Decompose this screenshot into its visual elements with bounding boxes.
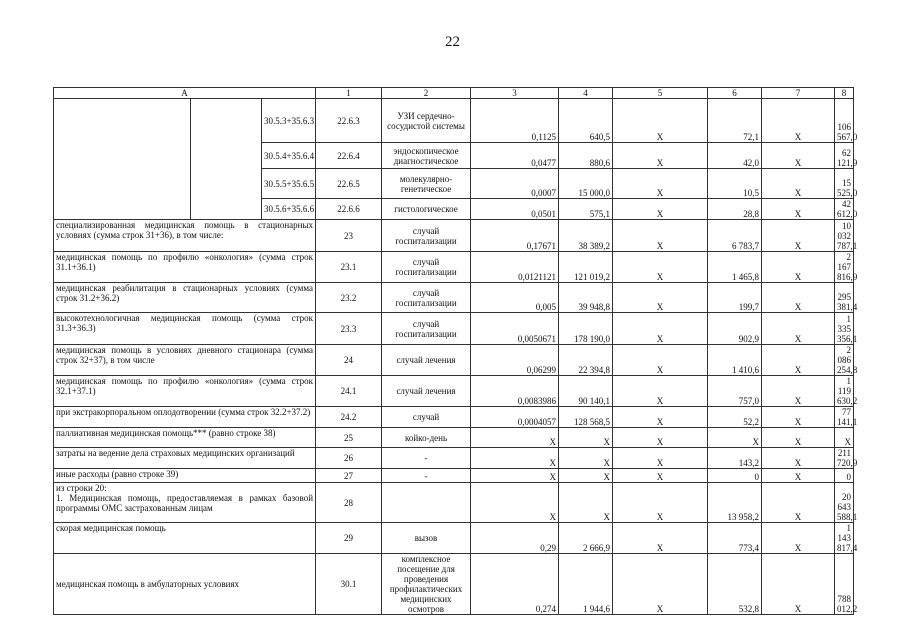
row-unit: случай госпитализации [382, 220, 471, 252]
value-cell: 0,0121121 [471, 252, 559, 283]
value-cell: Х [613, 199, 708, 220]
value-cell: 1 944,6 [559, 554, 613, 615]
value-cell: 0,0050671 [471, 313, 559, 345]
table-row [54, 99, 854, 143]
value-cell: Х [559, 428, 613, 448]
row-label: при экстракорпоральном оплодотворении (сумма строк 32.2+37.2) [54, 407, 316, 428]
value-cell: Х [613, 428, 708, 448]
value-cell: Х [762, 469, 835, 483]
value-cell: Х [762, 428, 835, 448]
value-cell: 10 032 787,1 [835, 220, 854, 252]
value-cell: 39 948,8 [559, 283, 613, 313]
row-unit: случай госпитализации [382, 252, 471, 283]
header-cell: 6 [708, 88, 762, 99]
value-cell: Х [471, 483, 559, 523]
value-cell: 295 381,4 [835, 283, 854, 313]
value-cell: 0 [708, 469, 762, 483]
row-number: 24.2 [316, 407, 382, 428]
value-cell: 0,0477 [471, 143, 559, 169]
row-unit: - [382, 448, 471, 469]
table-row [54, 428, 854, 448]
value-cell: Х [613, 448, 708, 469]
header-cell: 7 [762, 88, 835, 99]
row-number: 23.1 [316, 252, 382, 283]
value-cell: Х [613, 143, 708, 169]
value-cell: 13 958,2 [708, 483, 762, 523]
value-cell: Х [762, 169, 835, 199]
table-row [54, 252, 854, 283]
row-label: высокотехнологичная медицинская помощь (сумма строк 31.3+36.3) [54, 313, 316, 345]
row-label: медицинская помощь в амбулаторных условиях [54, 554, 316, 615]
table-row [54, 554, 854, 615]
value-cell: Х [613, 345, 708, 376]
value-cell: 42 612,0 [835, 199, 854, 220]
value-cell: Х [613, 252, 708, 283]
value-cell: Х [471, 448, 559, 469]
value-cell: Х [613, 469, 708, 483]
value-cell: 178 190,0 [559, 313, 613, 345]
row-label: медицинская реабилитация в стационарных условиях (сумма строк 31.2+36.2) [54, 283, 316, 313]
value-cell: 773,4 [708, 523, 762, 554]
row-code: 30.5.3+35.6.3 [262, 99, 316, 143]
value-cell: Х [762, 313, 835, 345]
row-number: 27 [316, 469, 382, 483]
table-row [54, 220, 854, 252]
row-unit: вызов [382, 523, 471, 554]
value-cell: 0,06299 [471, 345, 559, 376]
table-row [54, 345, 854, 376]
value-cell: 1 143 817,4 [835, 523, 854, 554]
row-unit: - [382, 469, 471, 483]
value-cell: 788 012,2 [835, 554, 854, 615]
row-unit: молекулярно-генетическое [382, 169, 471, 199]
value-cell: 90 140,1 [559, 376, 613, 407]
value-cell: 121 019,2 [559, 252, 613, 283]
value-cell: Х [471, 469, 559, 483]
header-cell: 4 [559, 88, 613, 99]
row-number: 23 [316, 220, 382, 252]
row-number: 29 [316, 523, 382, 554]
value-cell: Х [762, 376, 835, 407]
value-cell: 20 643 588,1 [835, 483, 854, 523]
header-row [54, 88, 854, 99]
value-cell: 52,2 [708, 407, 762, 428]
value-cell: Х [762, 252, 835, 283]
value-cell: Х [708, 428, 762, 448]
row-unit: случай госпитализации [382, 313, 471, 345]
value-cell: 575,1 [559, 199, 613, 220]
row-number: 24.1 [316, 376, 382, 407]
value-cell: Х [762, 143, 835, 169]
row-number: 28 [316, 483, 382, 523]
row-number: 22.6.4 [316, 143, 382, 169]
value-cell: 211 720,9 [835, 448, 854, 469]
value-cell: 143,2 [708, 448, 762, 469]
value-cell: 10,5 [708, 169, 762, 199]
value-cell: 757,0 [708, 376, 762, 407]
value-cell: 1 119 630,2 [835, 376, 854, 407]
header-cell: 2 [382, 88, 471, 99]
value-cell: 1 335 356,1 [835, 313, 854, 345]
value-cell: Х [613, 376, 708, 407]
value-cell: 15 000,0 [559, 169, 613, 199]
row-label: медицинская помощь по профилю «онкология» (сумма строк 32.1+37.1) [54, 376, 316, 407]
value-cell: Х [762, 407, 835, 428]
value-cell: 0,0007 [471, 169, 559, 199]
row-number: 22.6.6 [316, 199, 382, 220]
value-cell: Х [613, 220, 708, 252]
value-cell: 0,17671 [471, 220, 559, 252]
row-number: 25 [316, 428, 382, 448]
financing-table [53, 87, 858, 615]
value-cell: Х [835, 428, 854, 448]
row-unit: случай лечения [382, 376, 471, 407]
row-unit: гистологическое [382, 199, 471, 220]
blank-cell [191, 99, 262, 220]
value-cell: 0,274 [471, 554, 559, 615]
value-cell: 0,005 [471, 283, 559, 313]
header-cell: 5 [613, 88, 708, 99]
value-cell: 2 086 254,8 [835, 345, 854, 376]
value-cell: 1 465,8 [708, 252, 762, 283]
row-label: специализированная медицинская помощь в стационарных условиях (сумма строк 31+36), в том числе: [54, 220, 316, 252]
row-label: медицинская помощь в условиях дневного стационара (сумма строк 32+37), в том числе [54, 345, 316, 376]
row-code: 30.5.5+35.6.5 [262, 169, 316, 199]
row-unit: эндоскопическое диагностическое [382, 143, 471, 169]
value-cell: Х [762, 345, 835, 376]
value-cell: 42,0 [708, 143, 762, 169]
value-cell: Х [762, 220, 835, 252]
value-cell: Х [762, 483, 835, 523]
value-cell: Х [613, 523, 708, 554]
blank-cell [54, 99, 191, 220]
header-cell: А [54, 88, 316, 99]
value-cell: 1 410,6 [708, 345, 762, 376]
table-row [54, 523, 854, 554]
value-cell: Х [762, 554, 835, 615]
value-cell: Х [613, 283, 708, 313]
value-cell: Х [613, 483, 708, 523]
value-cell: 880,6 [559, 143, 613, 169]
value-cell: 2 167 816,9 [835, 252, 854, 283]
value-cell: 128 568,5 [559, 407, 613, 428]
row-number: 22.6.5 [316, 169, 382, 199]
row-number: 22.6.3 [316, 99, 382, 143]
value-cell: 15 525,0 [835, 169, 854, 199]
value-cell: 902,9 [708, 313, 762, 345]
table-row [54, 407, 854, 428]
value-cell: Х [762, 283, 835, 313]
value-cell: Х [613, 407, 708, 428]
value-cell: 0,0004057 [471, 407, 559, 428]
value-cell: Х [559, 448, 613, 469]
value-cell: Х [762, 523, 835, 554]
row-unit [382, 483, 471, 523]
row-label: паллиативная медицинская помощь*** (равно строке 38) [54, 428, 316, 448]
table-row [54, 448, 854, 469]
header-cell: 1 [316, 88, 382, 99]
row-number: 26 [316, 448, 382, 469]
row-label: медицинская помощь по профилю «онкология» (сумма строк 31.1+36.1) [54, 252, 316, 283]
header-cell: 3 [471, 88, 559, 99]
value-cell: Х [613, 554, 708, 615]
value-cell: Х [471, 428, 559, 448]
value-cell: 72,1 [708, 99, 762, 143]
value-cell: 77 141,1 [835, 407, 854, 428]
table-row [54, 469, 854, 483]
header-cell: 8 [835, 88, 854, 99]
value-cell: 62 121,9 [835, 143, 854, 169]
value-cell: Х [613, 169, 708, 199]
value-cell: 2 666,9 [559, 523, 613, 554]
value-cell: 0,0083986 [471, 376, 559, 407]
table-body [54, 88, 858, 615]
value-cell: 0,29 [471, 523, 559, 554]
table-row [54, 313, 854, 345]
value-cell: 0 [835, 469, 854, 483]
value-cell: 38 389,2 [559, 220, 613, 252]
table-row [54, 283, 854, 313]
table-row [54, 483, 854, 523]
value-cell: 6 783,7 [708, 220, 762, 252]
row-unit: комплексное посещение для проведения профилактических медицинских осмотров [382, 554, 471, 615]
row-unit: случай госпитализации [382, 283, 471, 313]
row-unit: койко-день [382, 428, 471, 448]
page-number: 22 [445, 34, 460, 50]
row-number: 23.3 [316, 313, 382, 345]
value-cell: 0,0501 [471, 199, 559, 220]
value-cell: Х [613, 99, 708, 143]
row-code: 30.5.6+35.6.6 [262, 199, 316, 220]
row-unit: случай лечения [382, 345, 471, 376]
row-number: 24 [316, 345, 382, 376]
value-cell: Х [762, 99, 835, 143]
value-cell: Х [762, 448, 835, 469]
row-code: 30.5.4+35.6.4 [262, 143, 316, 169]
row-label: из строки 20: 1. Медицинская помощь, предоставляемая в рамках базовой программы ОМС застрахованным лицам [54, 483, 316, 523]
value-cell: 22 394,8 [559, 345, 613, 376]
value-cell: 28,8 [708, 199, 762, 220]
value-cell: Х [762, 199, 835, 220]
value-cell: 0,1125 [471, 99, 559, 143]
row-number: 23.2 [316, 283, 382, 313]
row-label: иные расходы (равно строке 39) [54, 469, 316, 483]
value-cell: 106 567,0 [835, 99, 854, 143]
row-label: скорая медицинская помощь [54, 523, 316, 554]
value-cell: Х [559, 469, 613, 483]
row-label: затраты на ведение дела страховых медицинских организаций [54, 448, 316, 469]
value-cell: Х [559, 483, 613, 523]
table-row [54, 376, 854, 407]
value-cell: 640,5 [559, 99, 613, 143]
row-unit: случай [382, 407, 471, 428]
row-number: 30.1 [316, 554, 382, 615]
value-cell: 199,7 [708, 283, 762, 313]
value-cell: Х [613, 313, 708, 345]
row-unit: УЗИ сердечно-сосудистой системы [382, 99, 471, 143]
value-cell: 532,8 [708, 554, 762, 615]
